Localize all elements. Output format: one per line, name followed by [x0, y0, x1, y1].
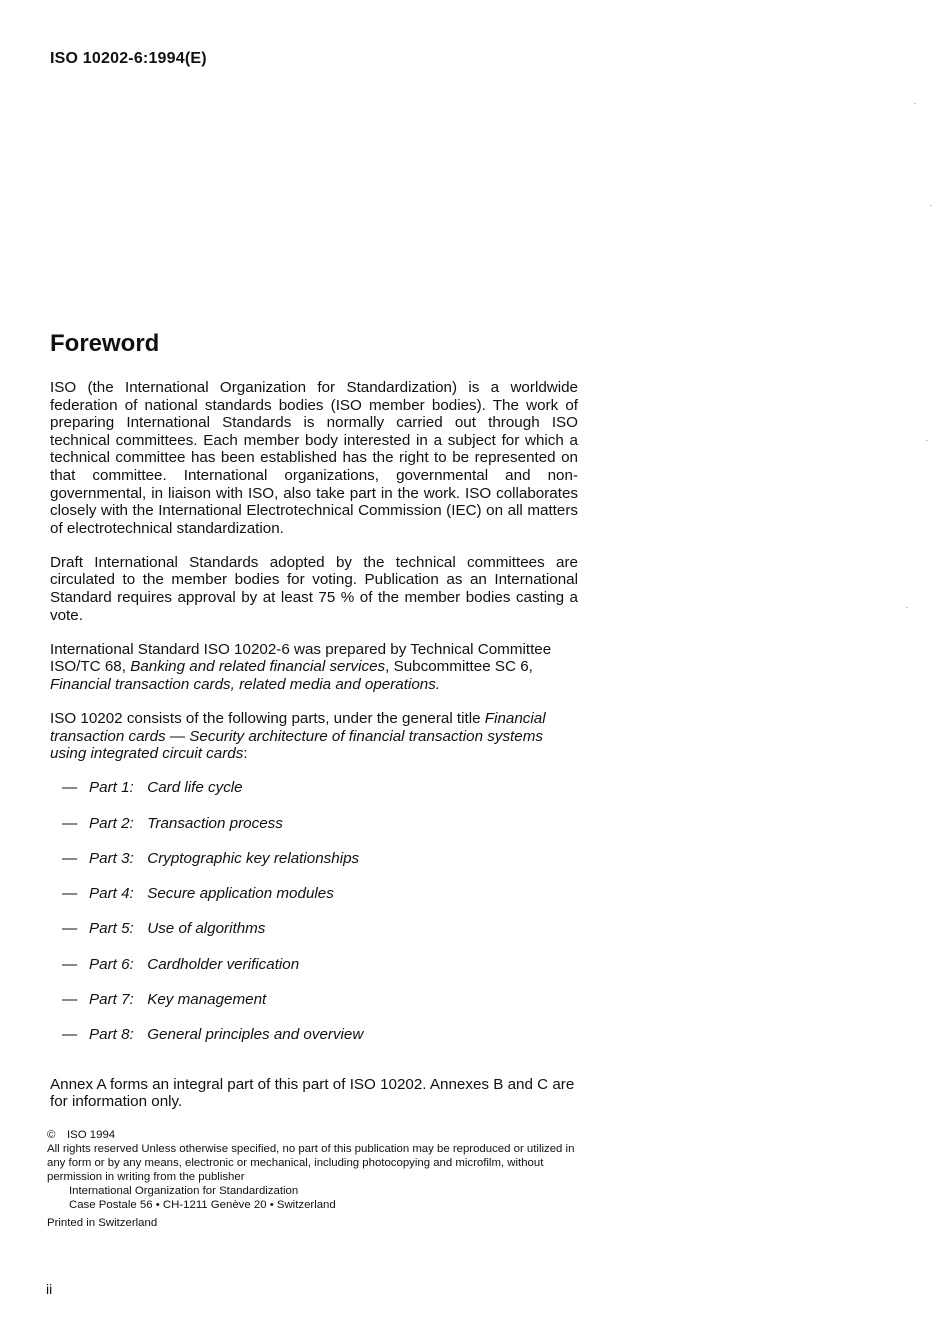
part-title: Key management [147, 991, 267, 1009]
list-dash: — [62, 991, 78, 1009]
paragraph-prepared-by [50, 641, 578, 694]
part-number: Part 1: [89, 779, 134, 797]
rights-statement: All rights reserved Unless otherwise specified, no part of this publication may be reproduced or utilized in any form or by any means, electronic or mechanical, including photocopying and microfilm, without permission in writing from the publisher [47, 1143, 575, 1183]
part-title: Secure application modules [147, 885, 334, 903]
foreword-body [50, 379, 578, 1127]
copyright-block [47, 1128, 587, 1230]
list-item [62, 920, 578, 955]
list-dash: — [62, 1026, 78, 1044]
printed-location: Printed in Switzerland [47, 1217, 158, 1229]
part-number: Part 4: [89, 885, 134, 903]
copyright-symbol: © [47, 1129, 56, 1141]
scan-speck [930, 205, 932, 206]
prepared-by-text: International Standard ISO 10202-6 was prepared by Technical Committee ISO/TC 68, [50, 640, 552, 676]
list-dash: — [62, 920, 78, 938]
paragraph-iso-intro: ISO (the International Organization for Standardization) is a worldwide federation of national standards bodies (ISO member bodies). The work of preparing International Standards is normally carried out through ISO technical committees. Each member body interested in a subject for which a technical committee has been established has the right to be represented on that committee. International organizations, governmental and non-governmental, in liaison with ISO, also take part in the work. ISO collaborates closely with the International Electrotechnical Commission (IEC) on all matters of electrotechnical standardization. [50, 379, 578, 537]
list-dash: — [62, 814, 78, 832]
part-number: Part 5: [89, 920, 134, 938]
committee-title: Banking and related financial services [130, 658, 386, 676]
scan-speck [914, 103, 916, 104]
part-number: Part 8: [89, 1026, 134, 1044]
part-title: Use of algorithms [147, 920, 266, 938]
parts-intro-text: ISO 10202 consists of the following parts, under the general title [50, 710, 485, 727]
document-id: ISO 10202-6:1994(E) [50, 50, 207, 67]
scan-speck [926, 440, 928, 441]
part-number: Part 3: [89, 849, 134, 867]
parts-list [62, 779, 578, 1061]
part-title: Card life cycle [147, 779, 243, 797]
list-item [62, 815, 578, 850]
part-title: Cardholder verification [147, 955, 300, 973]
list-dash: — [62, 885, 78, 903]
list-item [62, 1026, 578, 1061]
list-item [62, 885, 578, 920]
subcommittee-title: Financial transaction cards, related media and operations. [50, 675, 441, 693]
copyright-line [47, 1128, 587, 1142]
page-number: ii [46, 1281, 53, 1297]
subcommittee-text: , Subcommittee SC 6, [385, 658, 533, 676]
part-number: Part 2: [89, 814, 134, 832]
publisher-name: International Organization for Standardization [69, 1185, 299, 1197]
part-title: Cryptographic key relationships [147, 849, 360, 867]
general-title: Financial transaction cards — Security architecture of financial transaction systems using integrated circuit cards [50, 710, 546, 763]
paragraph-parts-intro [50, 710, 578, 763]
part-title: Transaction process [147, 814, 283, 832]
part-number: Part 6: [89, 955, 134, 973]
list-item [62, 991, 578, 1026]
list-dash: — [62, 779, 78, 797]
list-dash: — [62, 849, 78, 867]
part-number: Part 7: [89, 991, 134, 1009]
list-item [62, 850, 578, 885]
list-item [62, 779, 578, 814]
paragraph-draft-standards: Draft International Standards adopted by the technical committees are circulated to the member bodies for voting. Publication as an International Standard requires approval by at least 75 % of the member bodies casting a vote. [50, 553, 578, 624]
parts-intro-colon: : [243, 745, 248, 763]
part-title: General principles and overview [147, 1026, 364, 1044]
list-item [62, 956, 578, 991]
publisher-address: Case Postale 56 • CH-1211 Genève 20 • Switzerland [69, 1199, 336, 1211]
paragraph-annex-note: Annex A forms an integral part of this part of ISO 10202. Annexes B and C are for information only. [50, 1075, 575, 1111]
section-title: Foreword [50, 330, 160, 357]
list-dash: — [62, 955, 78, 973]
copyright-notice: ISO 1994 [67, 1129, 116, 1141]
scan-speck [906, 607, 908, 608]
